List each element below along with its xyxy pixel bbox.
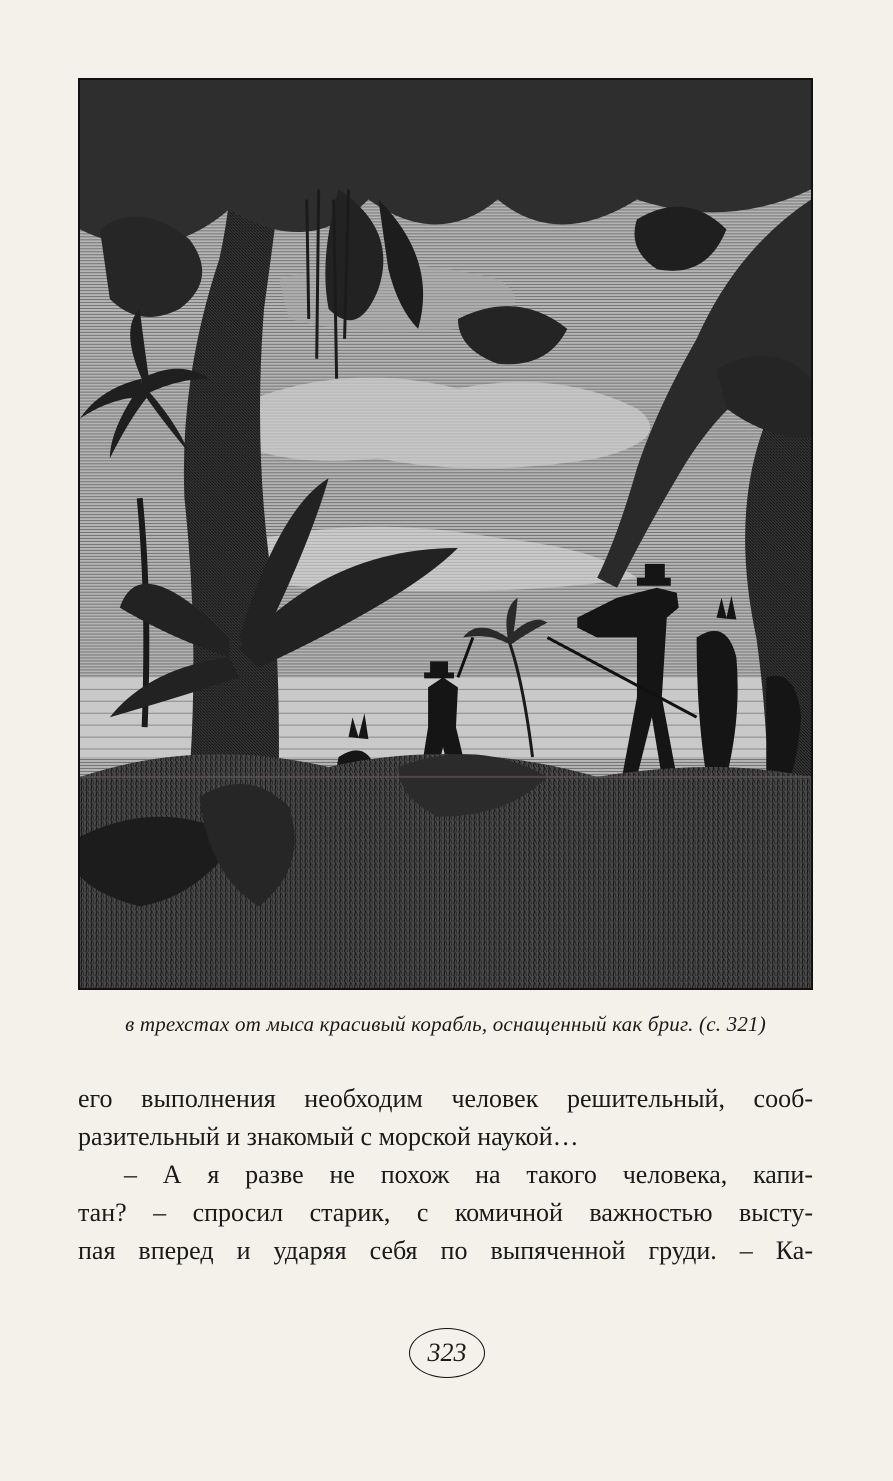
text-line: пая вперед и ударяя себя по выпяченной груди. – Ка- [78,1236,813,1265]
engraving-drawing [80,80,811,988]
body-text [78,1080,813,1270]
illustration-caption: в трехстах от мыса красивый корабль, оснащенный как бриг. (с. 321) [125,1012,766,1036]
text-line: тан? – спросил старик, с комичной важностью высту- [78,1198,813,1227]
text-line: его выполнения необходим человек решительный, сооб- [78,1084,813,1113]
text-line: разительный и знакомый с морской наукой… [78,1122,579,1151]
engraving-illustration [78,78,813,990]
text-line: – А я разве не похож на такого человека, капи- [124,1160,813,1189]
page-number: 323 [409,1328,485,1378]
